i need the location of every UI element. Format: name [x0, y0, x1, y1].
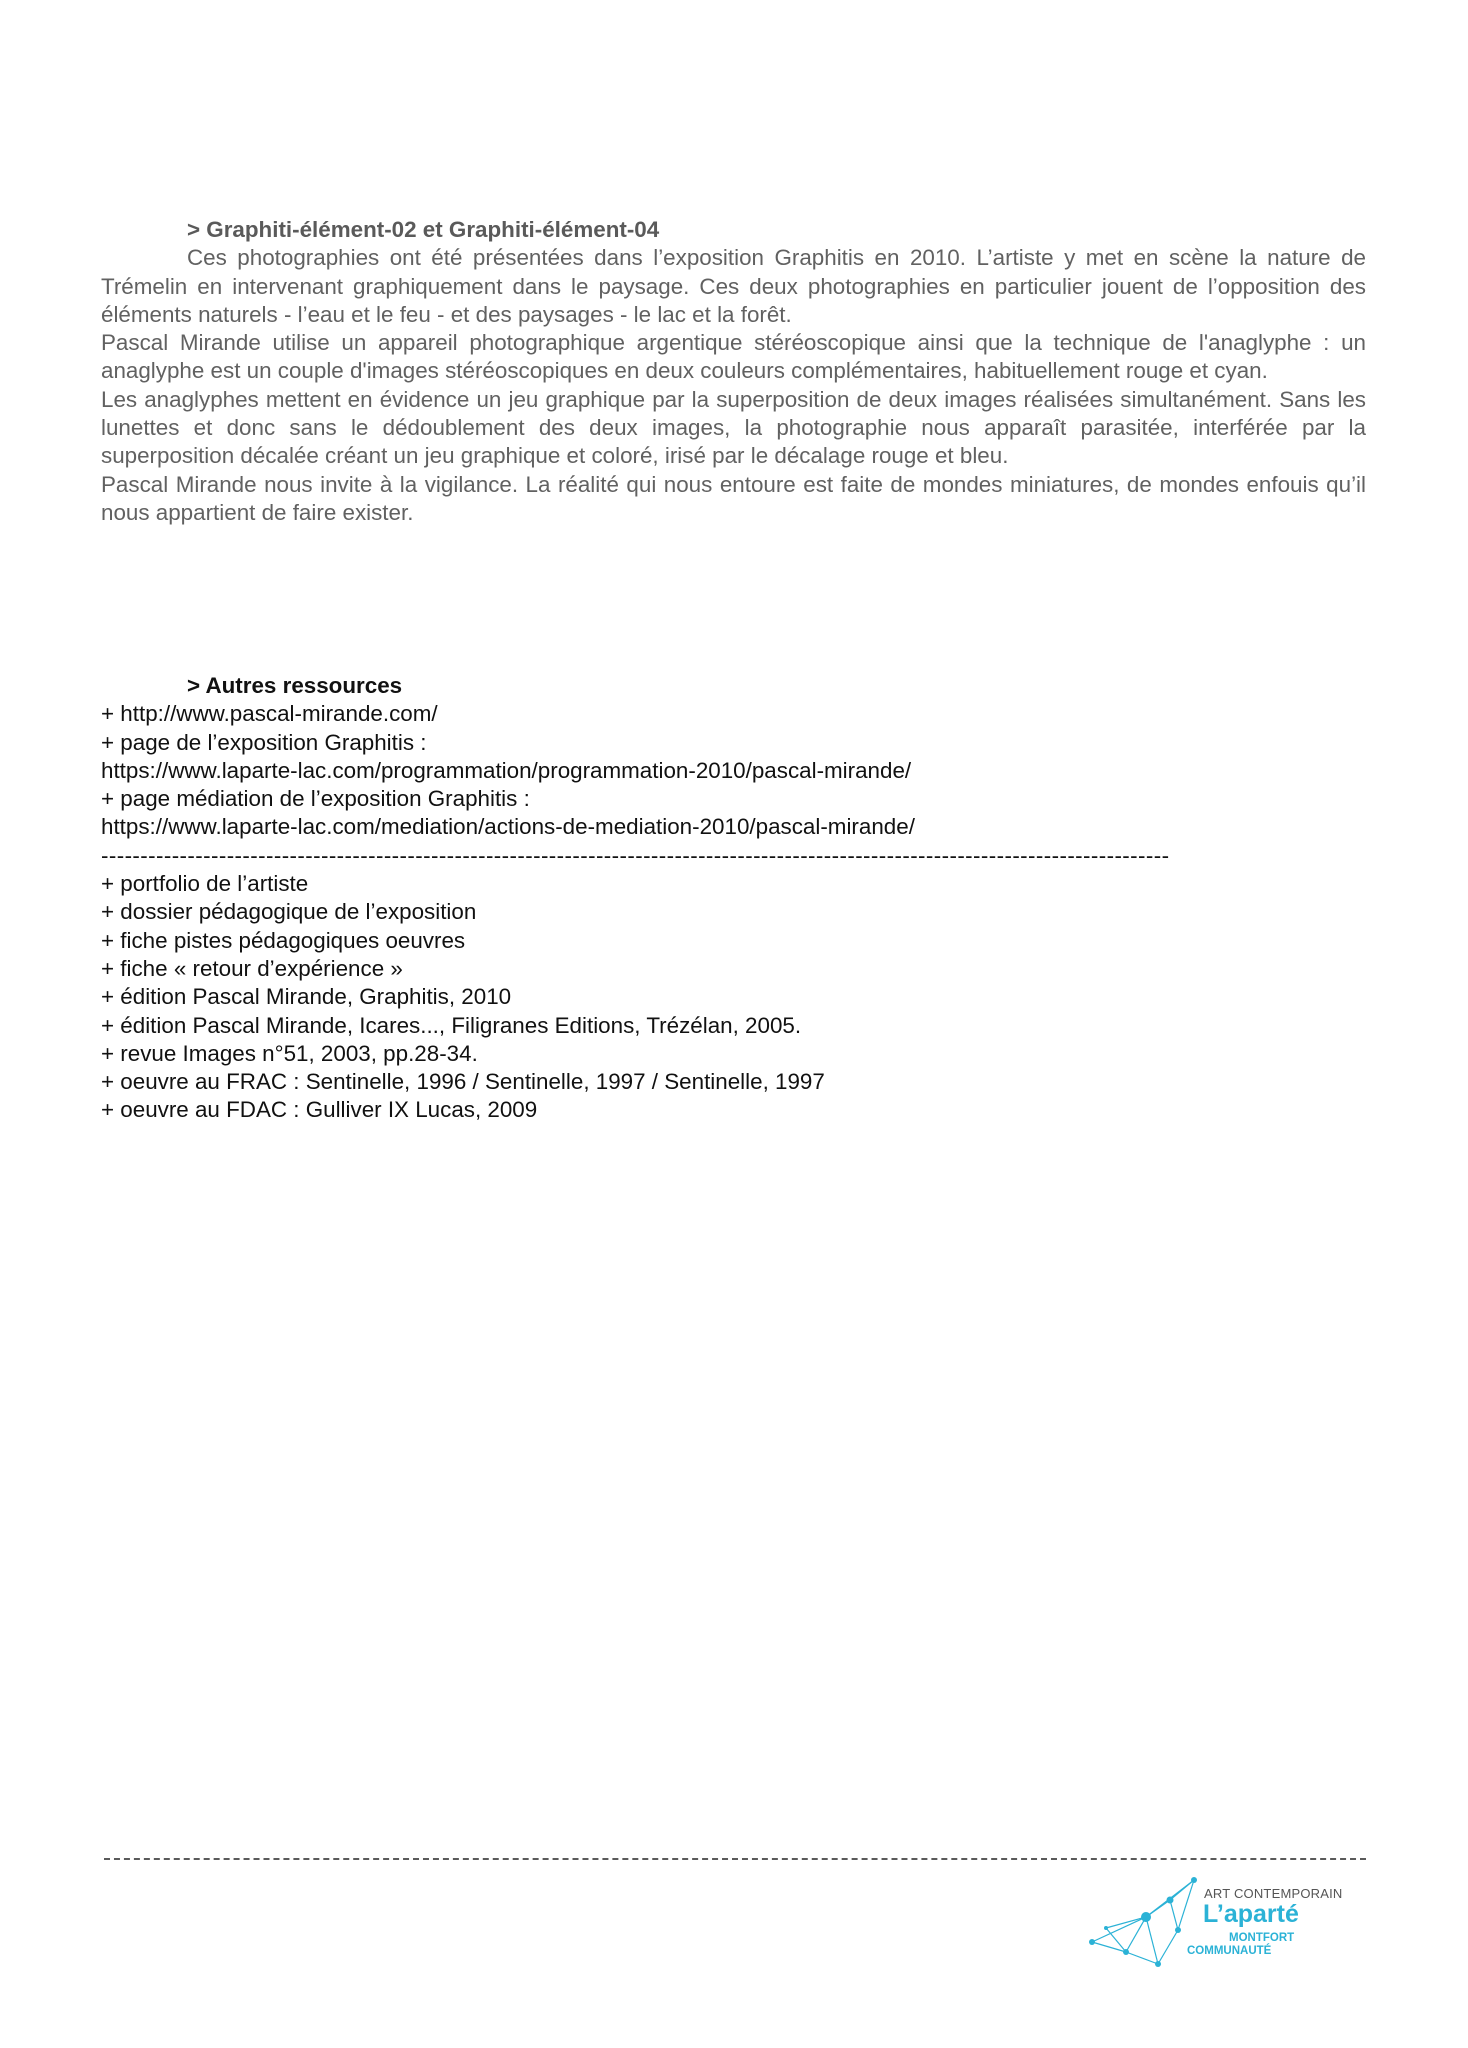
- description-paragraph: Pascal Mirande utilise un appareil photographique argentique stéréoscopique ainsi que la technique de l'anaglyphe : un anaglyphe est un couple d'images stéréoscopiques en deux couleurs complémentaires, habituellement rouge et cyan.: [101, 330, 1366, 384]
- description-section: [101, 216, 1366, 527]
- resource-item: + fiche « retour d’expérience »: [101, 955, 403, 981]
- description-paragraph: Pascal Mirande nous invite à la vigilance. La réalité qui nous entoure est faite de mondes miniatures, de mondes enfouis qu’il nous appartient de faire exister.: [101, 471, 1366, 525]
- resource-item: + édition Pascal Mirande, Graphitis, 2010: [101, 984, 512, 1010]
- resource-item: + fiche pistes pédagogiques oeuvres: [101, 927, 466, 953]
- resource-link[interactable]: https://www.laparte-lac.com/mediation/actions-de-mediation-2010/pascal-mirande/: [101, 814, 915, 840]
- resource-link-label: + page de l’exposition Graphitis :: [101, 729, 427, 755]
- separator-line: ----------------------------------------------------------------------------------------------------------------------------------------: [101, 842, 1170, 868]
- resource-link[interactable]: https://www.laparte-lac.com/programmation/programmation-2010/pascal-mirande/: [101, 757, 912, 783]
- description-heading: > Graphiti-élément-02 et Graphiti-élément-04: [187, 217, 660, 242]
- resource-link-label: + page médiation de l’exposition Graphitis :: [101, 786, 530, 812]
- logo-text-montfort: MONTFORT: [1229, 1932, 1295, 1944]
- resource-item: + dossier pédagogique de l’exposition: [101, 899, 477, 925]
- footer-dashed-rule: [104, 1858, 1366, 1860]
- logo-text-laparte: L’aparté: [1203, 1900, 1299, 1928]
- network-icon: [1086, 1872, 1206, 1972]
- resources-heading: > Autres ressources: [187, 673, 403, 698]
- resource-item: + oeuvre au FRAC : Sentinelle, 1996 / Sentinelle, 1997 / Sentinelle, 1997: [101, 1069, 825, 1095]
- laparte-logo: [1086, 1872, 1386, 1972]
- description-paragraph: Ces photographies ont été présentées dans l’exposition Graphitis en 2010. L’artiste y met en scène la nature de Trémelin en intervenant graphiquement dans le paysage. Ces deux photographies en particulier jouent de l’opposition des éléments naturels - l’eau et le feu - et des paysages - le lac et la forêt.: [101, 245, 1366, 327]
- resource-link[interactable]: + http://www.pascal-mirande.com/: [101, 701, 438, 727]
- logo-text-communaute: COMMUNAUTÉ: [1187, 1945, 1272, 1957]
- resource-item: + édition Pascal Mirande, Icares..., Filigranes Editions, Trézélan, 2005.: [101, 1012, 802, 1038]
- resource-item: + revue Images n°51, 2003, pp.28-34.: [101, 1040, 478, 1066]
- resource-item: + oeuvre au FDAC : Gulliver IX Lucas, 2009: [101, 1097, 538, 1123]
- logo-text-art-contemporain: ART CONTEMPORAIN: [1204, 1886, 1343, 1901]
- description-paragraph: Les anaglyphes mettent en évidence un jeu graphique par la superposition de deux images réalisées simultanément. Sans les lunettes et donc sans le dédoublement des deux images, la photographie nous apparaît parasitée, interférée par la superposition décalée créant un jeu graphique et coloré, irisé par le décalage rouge et bleu.: [101, 386, 1366, 469]
- resource-item: + portfolio de l’artiste: [101, 871, 309, 897]
- resources-section: [101, 672, 1366, 1125]
